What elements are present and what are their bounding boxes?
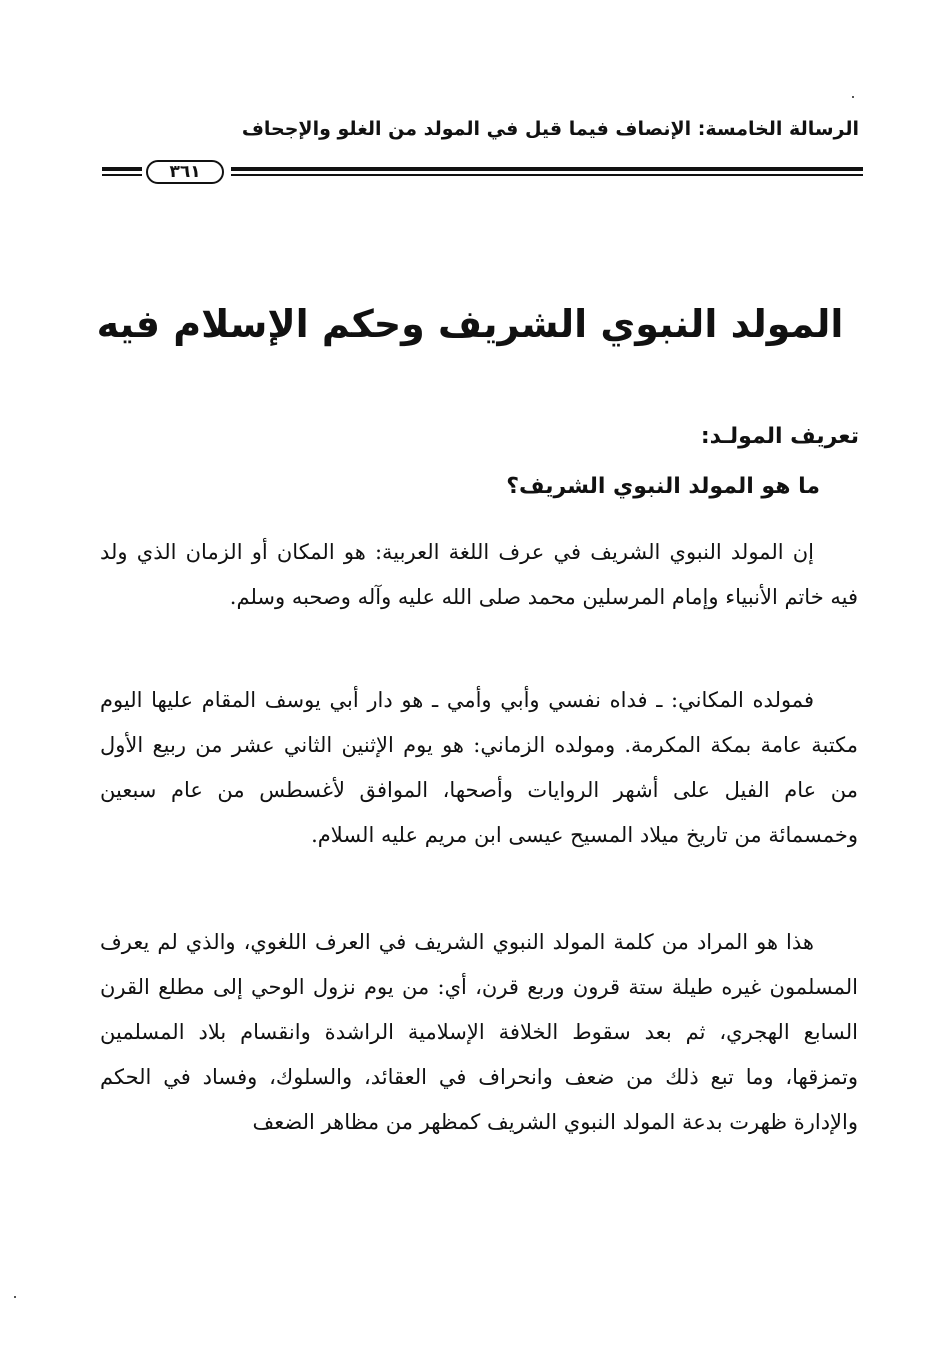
page-title: المولد النبوي الشريف وحكم الإسلام فيه [96, 302, 844, 346]
rule-line [102, 167, 142, 171]
header-rule [102, 160, 863, 186]
running-header: الرسالة الخامسة: الإنصاف فيما قيل في المولد من الغلو والإجحاف [241, 118, 859, 140]
paragraph-history: هذا هو المراد من كلمة المولد النبوي الشريف في العرف اللغوي، والذي لم يعرف المسلمون غيره طيلة ستة قرون وربع قرن، أي: من يوم نزول الوحي إلى مطلع القرن السابع الهجري، ثم بعد سقوط الخلافة الإسلامية الراشدة وانقسام بلاد المسلمين وتمزقها، وما تبع ذلك من ضعف وانحراف في العقائد، والسلوك، وفساد في الحكم والإدارة ظهرت بدعة المولد النبوي الشريف كمظهر من مظاهر الضعف [100, 930, 858, 1134]
paragraph-definition: إن المولد النبوي الشريف في عرف اللغة العربية: هو المكان أو الزمان الذي ولد فيه خاتم الأنبياء وإمام المرسلين محمد صلى الله عليه وآله وصحبه وسلم. [100, 540, 858, 609]
rule-line [231, 167, 863, 171]
question-heading: ما هو المولد النبوي الشريف؟ [506, 474, 820, 499]
rule-line [231, 174, 863, 176]
scan-speck [852, 96, 854, 98]
page-number: ٣٦١ [146, 160, 224, 184]
section-heading: تعريف المولـد: [700, 424, 859, 449]
rule-line [102, 174, 142, 176]
paragraph-birthplace: فمولده المكاني: ـ فداه نفسي وأبي وأمي ـ هو دار أبي يوسف المقام عليها اليوم مكتبة عامة بمكة المكرمة. ومولده الزماني: هو يوم الإثنين الثاني عشر من ربيع الأول من عام الفيل على أشهر الروايات وأصحها، الموافق لأغسطس من عام سبعين وخمسمائة من تاريخ ميلاد المسيح عيسى ابن مريم عليه السلام. [100, 688, 859, 847]
scan-speck [14, 1296, 16, 1298]
